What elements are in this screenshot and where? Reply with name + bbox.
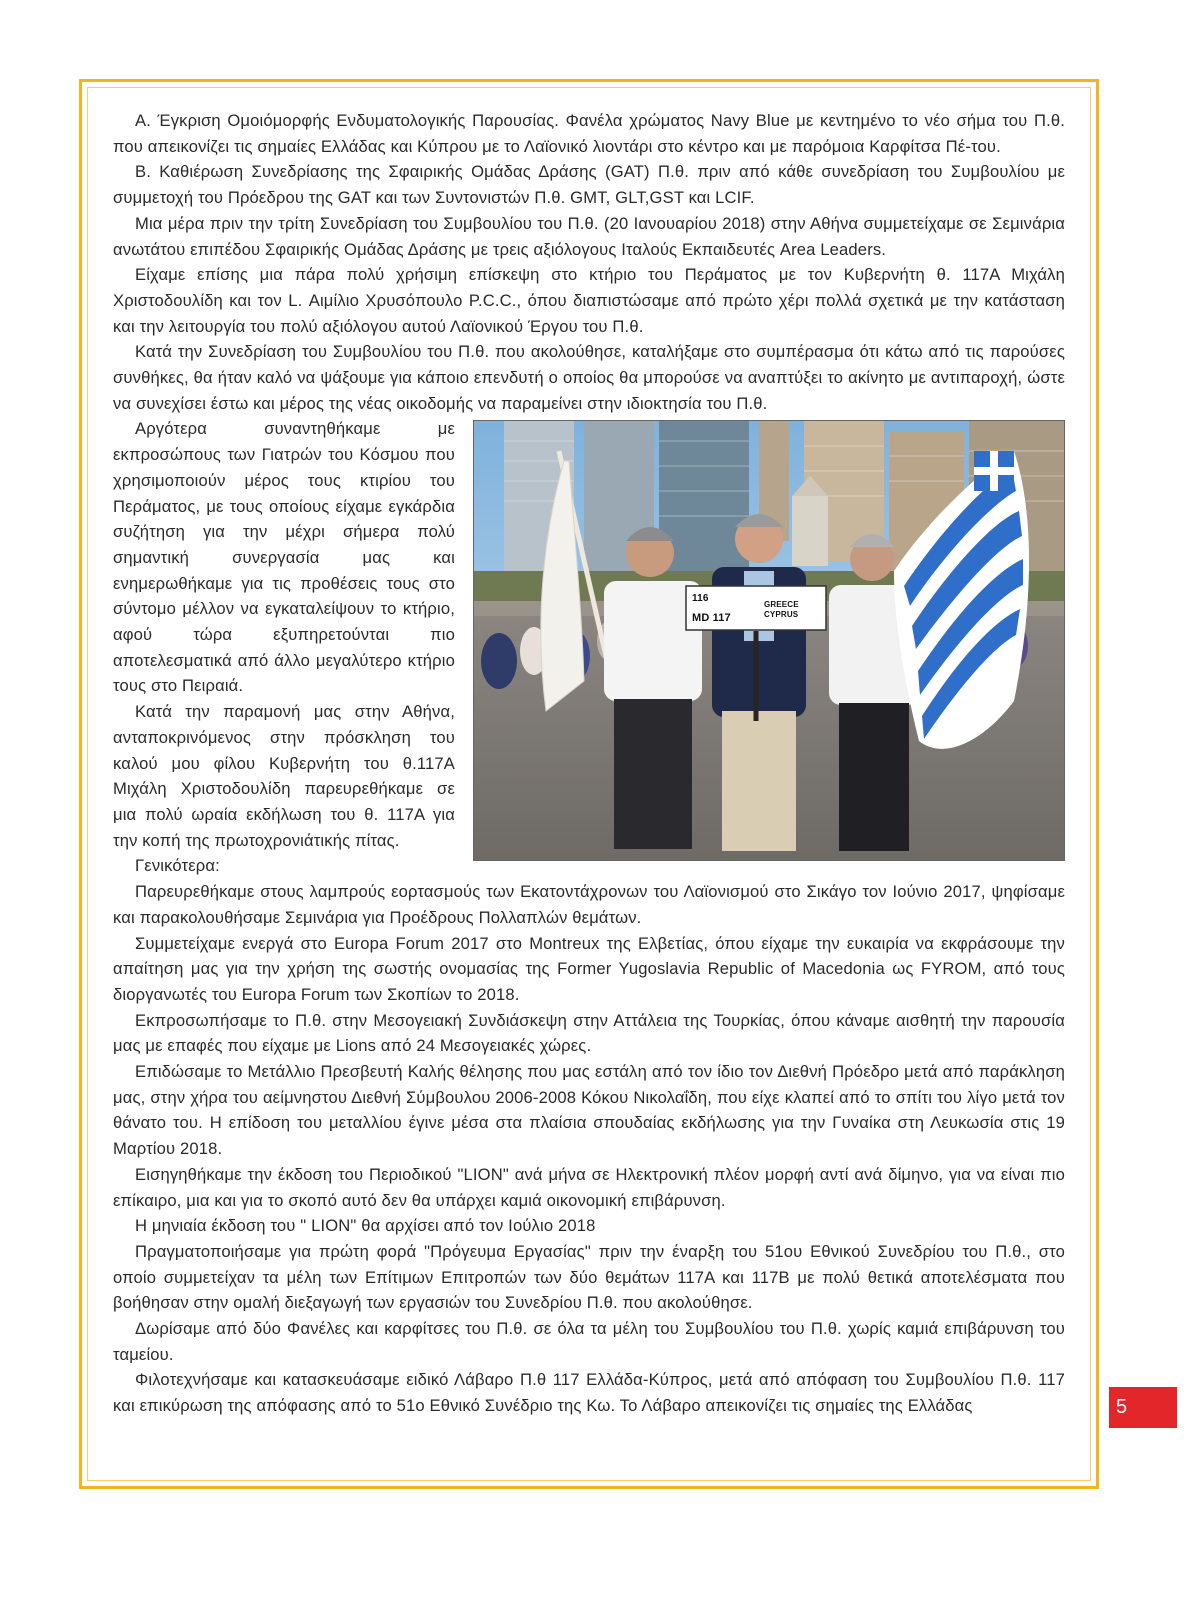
paragraph: Εκπροσωπήσαμε το Π.θ. στην Μεσογειακή Συνδιάσκεψη στην Αττάλεια της Τουρκίας, όπου κάναμε αισθητή την παρουσία μας με επαφές που είχαμε με Lions από 24 Μεσογειακές χώρες. — [113, 1010, 1065, 1056]
article-body — [113, 108, 1065, 1419]
page-number-badge: 5 — [1109, 1387, 1177, 1428]
paragraph: Μια μέρα πριν την τρίτη Συνεδρίαση του Συμβουλίου του Π.θ. (20 Ιανουαρίου 2018) στην Αθήνα συμμετείχαμε σε Σεμινάρια ανωτάτου επιπέδου Σφαιρικής Ομάδας Δράσης με τρεις αξιόλογους Ιταλούς Εκπαιδευτές Area Leaders. — [113, 213, 1065, 259]
paragraph: Φιλοτεχνήσαμε και κατασκευάσαμε ειδικό Λάβαρο Π.θ 117 Ελλάδα-Κύπρος, μετά από απόφαση του Συμβουλίου Π.θ. 117 και επικύρωση της απόφασης από το 51ο Εθνικό Συνέδριο της Κω. Το Λάβαρο απεικονίζει τις σημαίες της Ελλάδας — [113, 1370, 1065, 1416]
paragraph: Παρευρεθήκαμε στους λαμπρούς εορτασμούς των Εκατοντάχρονων του Λαϊονισμού στο Σικάγο τον Ιούνιο 2017, ψηφίσαμε και παρακολουθήσαμε Σεμινάρια για Προέδρους Πολλαπλών θεμάτων. — [113, 882, 1065, 927]
paragraph: Β. Καθιέρωση Συνεδρίασης της Σφαιρικής Ομάδας Δράσης (GAT) Π.θ. πριν από κάθε συνεδρίαση του Συμβουλίου με συμμετοχή του Πρόεδρου της GAT και των Συντονιστών Π.θ. GMT, GLT,GST και LCIF. — [113, 162, 1065, 208]
paragraph: Γενικότερα: — [135, 856, 220, 876]
paragraph: Δωρίσαμε από δύο Φανέλες και καρφίτσες του Π.θ. σε όλα τα μέλη του Συμβουλίου του Π.θ. χωρίς καμιά επιβάρυνση του ταμείου. — [113, 1319, 1065, 1364]
parade-photo — [473, 420, 1065, 861]
paragraph: Επιδώσαμε το Μετάλλιο Πρεσβευτή Καλής θέλησης που μας εστάλη από τον ίδιο τον Διεθνή Πρόεδρο μετά από παράκληση μας, στην χήρα του αείμνηστου Διεθνή Σύμβουλου 2006-2008 Κόκου Νικολαΐδη, που είχε κλαπεί από το σπίτι του λίγο μετά τον θάνατο του. Η επίδοση του μεταλλίου έγινε μέσα στα πλαίσια σπουδαίας εκδήλωσης για την Γυναίκα στη Λευκωσία στις 19 Μαρτίου 2018. — [113, 1062, 1065, 1159]
paragraph: Εισηγηθήκαμε την έκδοση του Περιοδικού "LION" ανά μήνα σε Ηλεκτρονική πλέον μορφή αντί ανά δίμηνο, για να είναι πιο επίκαιρο, μια και για το σκοπό αυτό δεν θα υπάρχει καμιά οικονομική επιβάρυνση. — [113, 1164, 1065, 1210]
sign-text-md: MD 117 — [692, 612, 731, 625]
paragraph: Κατά την παραμονή μας στην Αθήνα, ανταποκρινόμενος στην πρόσκληση του καλού μου φίλου Κυβερνήτη του θ.117Α Μιχάλη Χριστοδουλίδη παρευρεθήκαμε σε μια πολύ ωραία εκδήλωση του θ. 117Α για την κοπή της πρωτοχρονιάτικής πίτας. — [113, 702, 455, 850]
paragraph: Η μηνιαία έκδοση του " LION" θα αρχίσει από τον Ιούλιο 2018 — [135, 1216, 596, 1236]
paragraph: Α. Έγκριση Ομοιόμορφής Ενδυματολογικής Παρουσίας. Φανέλα χρώματος Navy Blue με κεντημένο το νέο σήμα του Π.θ. που απεικονίζει τις σημαίες Ελλάδας και Κύπρου με το Λαϊονικό λιοντάρι στο κέντρο και με παρόμοια Καρφίτσα Πέ-του. — [113, 111, 1065, 156]
paragraph: Είχαμε επίσης μια πάρα πολύ χρήσιμη επίσκεψη στο κτήριο του Περάματος με τον Κυβερνήτη θ. 117Α Μιχάλη Χριστοδουλίδη και τον L. Αιμίλιο Χρυσόπουλο P.C.C., όπου διαπιστώσαμε από πρώτο χέρι πολλά σχετικά με την κατάσταση και την λειτουργία του πολύ αξιόλογου αυτού Λαϊονικού Έργου του Π.θ. — [113, 265, 1065, 336]
paragraph: Πραγματοποιήσαμε για πρώτη φορά "Πρόγευμα Εργασίας" πριν την έναρξη του 51ου Εθνικού Συνεδρίου του Π.θ., στο οποίο συμμετείχαν τα μέλη των Επίτιμων Επιτροπών των δύο θεμάτων 117Α και 117Β με πολύ θετικά αποτελέσματα που βοήθησαν στην ομαλή διεξαγωγή των εργασιών του Συνεδρίου Π.θ. που ακολούθησε. — [113, 1241, 1065, 1313]
sign-text-cyprus: CYPRUS — [764, 610, 799, 620]
sign-text-116: 116 — [692, 593, 709, 605]
paragraph: Συμμετείχαμε ενεργά στο Europa Forum 2017 στο Montreux της Ελβετίας, όπου είχαμε την ευκαιρία να εκφράσουμε την απαίτηση μας για την χρήση της σωστής ονομασίας της Former Yugoslavia Republic of Macedonia ως FYROM, από τους διοργανωτές του Europa Forum των Σκοπίων το 2018. — [113, 933, 1065, 1004]
paragraph: Αργότερα συναντηθήκαμε με εκπροσώπους των Γιατρών του Κόσμου που χρησιμοποιούν μέρος τους κτιρίου του Περάματος, με τους οποίους είχαμε εγκάρδια συζήτηση για την μέχρι σήμερα πολύ σημαντική συνεργασία μας και ενημερωθήκαμε για τις προθέσεις τους στο σύντομο μέλλον να εγκαταλείψουν το κτήριο, αφού τώρα εξυπηρετούνται πιο αποτελεσματικά από άλλο μεγαλύτερο κτήριο τους στο Πειραιά. — [113, 419, 455, 696]
paragraph: Κατά την Συνεδρίαση του Συμβουλίου του Π.θ. που ακολούθησε, καταλήξαμε στο συμπέρασμα ότι κάτω από τις παρούσες συνθήκες, θα ήταν καλό να ψάξουμε για κάποιο επενδυτή ο οποίος θα μπορούσε να αναπτύξει το ακίνητο με αντιπαροχή, ώστε να συνεχίσει έστω και μέρος της νέας οικοδομής να παραμείνει στην ιδιοκτησία του Π.θ. — [113, 342, 1065, 413]
sign-text-greece: GREECE — [764, 600, 799, 610]
